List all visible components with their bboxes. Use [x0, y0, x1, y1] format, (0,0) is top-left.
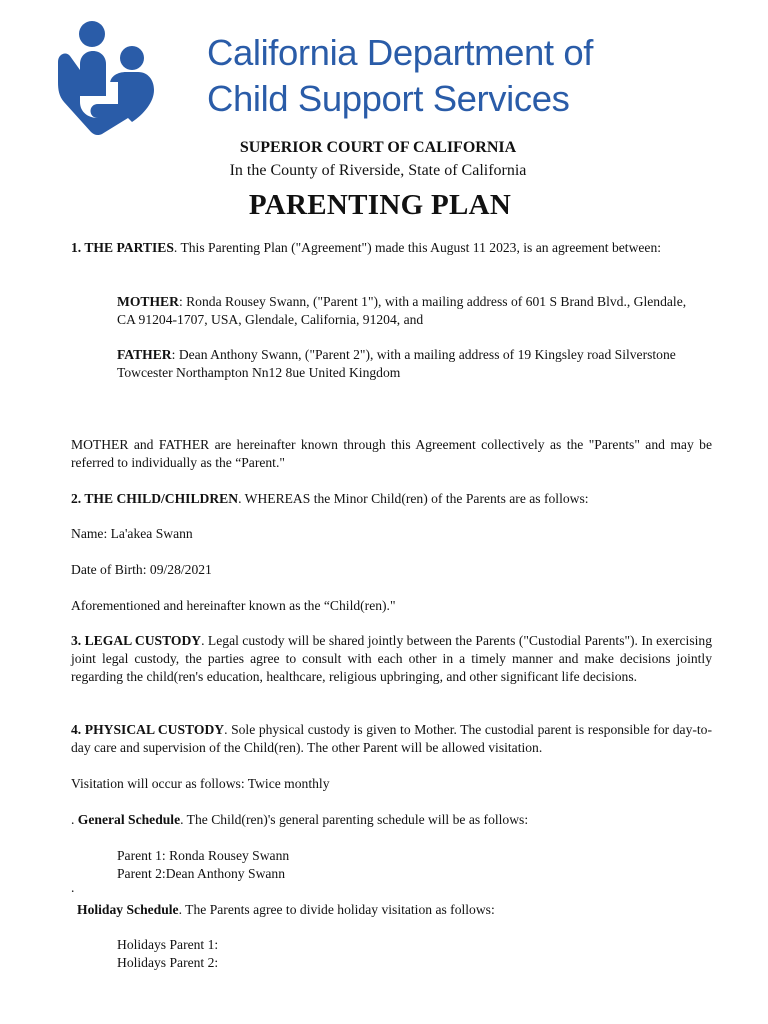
child-name-line: Name: La'akea Swann [71, 526, 193, 541]
schedule-parent-2: Parent 2:Dean Anthony Swann [117, 866, 286, 881]
father-label: FATHER [117, 347, 172, 362]
child-known-as-line: Aforementioned and hereinafter known as the “Child(ren)." [71, 598, 396, 613]
schedule-parent-1: Parent 1: Ronda Rousey Swann [117, 848, 290, 863]
holiday-schedule-heading: Holiday Schedule [77, 902, 179, 917]
org-name-line-2: Child Support Services [207, 78, 570, 119]
org-name-line-1: California Department of [207, 32, 594, 73]
parties-text: . This Parenting Plan ("Agreement") made this August 11 2023, is an agreement between: [173, 240, 662, 255]
physical-custody-paragraph [71, 721, 712, 757]
general-schedule-prefix: . [71, 812, 78, 827]
physical-custody-text: . Sole physical custody is given to Mother. The custodial parent is responsible for day-to-day care and supervision of the Child(ren). The other Parent will be allowed visitation. [71, 722, 712, 755]
court-name: SUPERIOR COURT OF CALIFORNIA [239, 139, 517, 156]
father-paragraph [117, 346, 697, 382]
child-dob-line: Date of Birth: 09/28/2021 [71, 562, 212, 577]
organization-name [207, 30, 593, 122]
mother-details: : Ronda Rousey Swann, ("Parent 1"), with a mailing address of 601 S Brand Blvd., Glendale, CA 91204-1707, USA, Glendale, California, 91204, and [117, 294, 687, 327]
county-line: In the County of Riverside, State of California [229, 162, 527, 179]
physical-custody-heading: 4. PHYSICAL CUSTODY [71, 722, 225, 737]
holiday-schedule-text: . The Parents agree to divide holiday visitation as follows: [178, 902, 495, 917]
holidays-parent-2: Holidays Parent 2: [117, 955, 219, 970]
stray-period-mark: . [71, 880, 75, 895]
general-schedule-paragraph [71, 811, 712, 829]
holidays-parent-1: Holidays Parent 1: [117, 937, 219, 952]
children-heading: 2. THE CHILD/CHILDREN [71, 491, 239, 506]
legal-custody-paragraph [71, 632, 712, 686]
children-text: . WHEREAS the Minor Child(ren) of the Parents are as follows: [238, 491, 589, 506]
general-schedule-heading: General Schedule [77, 812, 181, 827]
family-heart-logo-icon [52, 18, 156, 136]
legal-custody-heading: 3. LEGAL CUSTODY [71, 633, 202, 648]
document-title: PARENTING PLAN [248, 189, 512, 221]
parties-heading: 1. THE PARTIES [71, 240, 174, 255]
mother-paragraph [117, 293, 697, 329]
children-paragraph [71, 490, 712, 508]
visitation-line: Visitation will occur as follows: Twice monthly [71, 776, 330, 791]
father-details: : Dean Anthony Swann, ("Parent 2"), with a mailing address of 19 Kingsley road Silverstone Towcester Northampton Nn12 8ue United Kingdom [117, 347, 676, 380]
parents-collective-paragraph: MOTHER and FATHER are hereinafter known through this Agreement collectively as the "Parents" and may be referred to individually as the “Parent." [71, 437, 712, 470]
general-schedule-text: . The Child(ren)'s general parenting schedule will be as follows: [180, 812, 529, 827]
mother-label: MOTHER [117, 294, 179, 309]
legal-custody-text: . Legal custody will be shared jointly between the Parents ("Custodial Parents"). In exercising joint legal custody, the parties agree to consult with each other in a timely manner and make decisions jointly regarding the child(ren's education, healthcare, religious upbringing, and other significant life decisions. [71, 633, 712, 684]
parties-paragraph [71, 239, 712, 257]
holiday-schedule-paragraph [77, 901, 718, 919]
